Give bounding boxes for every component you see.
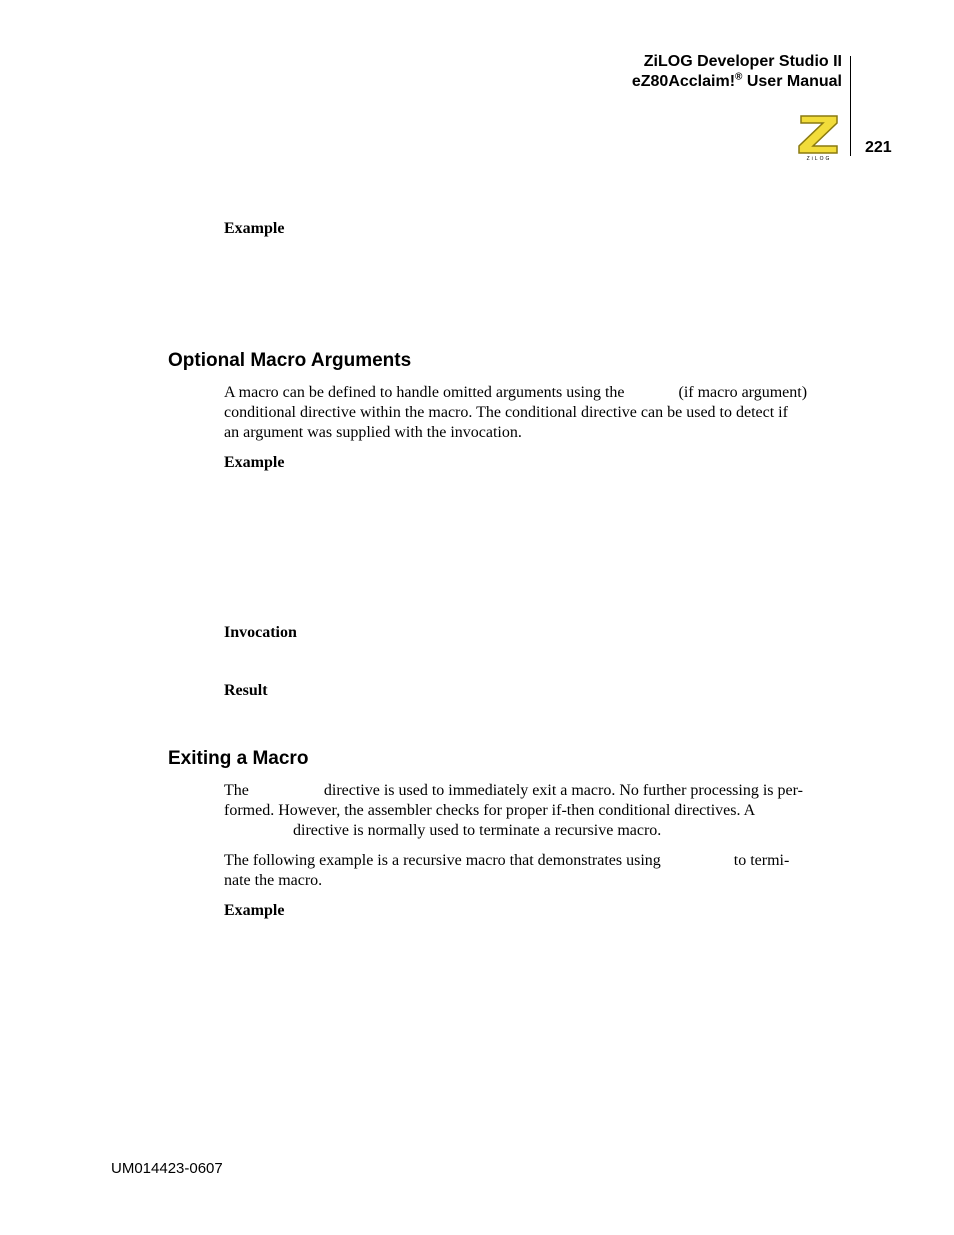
logo-wordmark: ZiLOG — [806, 156, 832, 162]
header-manual-label: User Manual — [742, 73, 842, 90]
exiting-paragraph-2 — [224, 851, 844, 891]
header-divider — [850, 56, 851, 156]
example-label-exiting: Example — [224, 902, 285, 919]
section-heading-exiting-a-macro: Exiting a Macro — [168, 748, 309, 769]
invocation-label: Invocation — [224, 624, 297, 641]
registered-mark: ® — [735, 71, 743, 83]
page-number: 221 — [865, 139, 892, 156]
exiting-paragraph-1 — [224, 781, 844, 841]
header-title-line1: ZiLOG Developer Studio II — [643, 53, 842, 70]
section-heading-optional-macro-arguments: Optional Macro Arguments — [168, 350, 412, 371]
paragraph-line: The following example is a recursive macro that demonstrates using to termi- — [224, 852, 790, 869]
paragraph-line: formed. However, the assembler checks for proper if-then conditional directives. A — [224, 802, 756, 819]
paragraph-line: an argument was supplied with the invocation. — [224, 424, 522, 441]
paragraph-line: A macro can be defined to handle omitted arguments using the (if macro argument) — [224, 384, 808, 401]
optional-args-paragraph — [224, 383, 844, 443]
example-label-top: Example — [224, 220, 285, 237]
header-product-name: eZ80Acclaim! — [631, 73, 736, 90]
zilog-logo — [795, 112, 843, 162]
example-label-optional: Example — [224, 454, 285, 471]
paragraph-line: nate the macro. — [224, 872, 323, 889]
result-label: Result — [224, 682, 268, 699]
header-title-line2 — [632, 72, 842, 92]
footer-document-id: UM014423-0607 — [111, 1160, 223, 1177]
paragraph-line: conditional directive within the macro. The conditional directive can be used to detect if — [224, 404, 788, 421]
paragraph-line: The directive is used to immediately exit a macro. No further processing is per- — [224, 782, 803, 799]
paragraph-line: directive is normally used to terminate a recursive macro. — [293, 822, 662, 839]
